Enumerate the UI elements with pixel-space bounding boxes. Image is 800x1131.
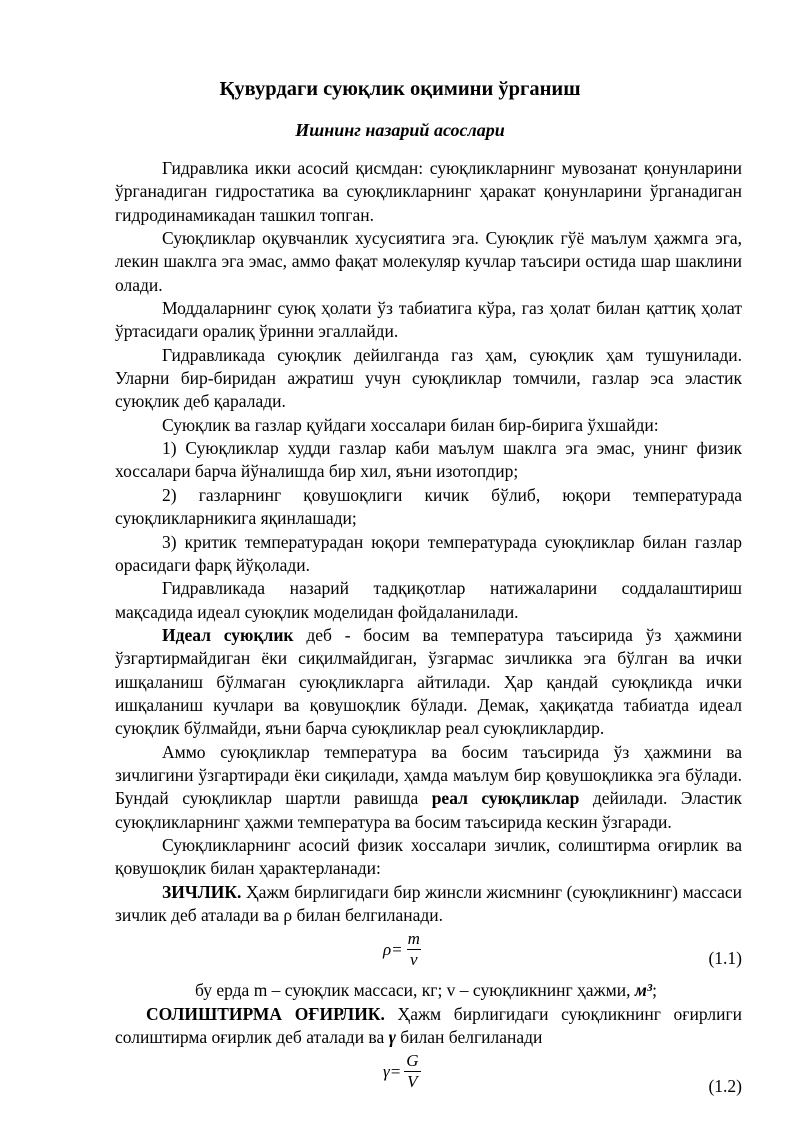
paragraph: Суюқликларнинг асосий физик хоссалари зичлик, солиштирма оғирлик ва қовушоқлик билан ҳарактерланади: [115, 834, 742, 879]
paragraph: Моддаларнинг суюқ ҳолати ўз табиатига кўра, газ ҳолат билан қаттиқ ҳолат ўртасидаги оралиқ ўринни эгаллайди. [115, 298, 742, 342]
list-item: 3) критик температурадан юқори температурада суюқликлар билан газлар орасидаги фарқ йўқолади. [115, 531, 742, 575]
formula-density [115, 927, 742, 979]
paragraph: Гидравлика икки асосий қисмдан: суюқликларнинг мувозанат қонунларини ўрганадиган гидростатика ва суюқликларнинг ҳаракат қонунларини ўрганадиган гидродинамикадан ташкил топган. [115, 158, 742, 225]
paragraph-text: деб - босим ва температура таъсирида ўз ҳажмини ўзгартирмайдиган ёки сиқилмайдиган, ўзгармас зичликка эга бўлган ва ички ишқаланиш бўлмаган суюқликларга айтилади. Ҳар қандай суюқликда ички ишқаланиш кучлари ва қовушоқлик бўлади. Демак, ҳақиқатда табиатда идеал суюқлик бўлмайди, яъни барча суюқликлар реал суюқликлардир. [115, 624, 742, 739]
list-item: 1) Суюқликлар худди газлар каби маълум шаклга эга эмас, унинг физик хоссалари барча йўналишда бир хил, яъни изотопдир; [115, 438, 742, 482]
equation-number: (1.2) [708, 1076, 742, 1097]
symbol-gamma: γ [388, 1027, 396, 1048]
term-density: ЗИЧЛИК. [162, 881, 242, 902]
term-specific-weight: СОЛИШТИРМА ОҒИРЛИК. [146, 1003, 385, 1024]
paragraph-text: билан белгиланади [395, 1027, 543, 1048]
paragraph-real-fluid [115, 741, 742, 834]
equation-number: (1.1) [708, 948, 742, 969]
fraction-denominator: V [404, 1071, 420, 1092]
fraction-numerator: m [407, 929, 420, 949]
paragraph-text: Аммо суюқликлар температура ва босим таъсирида ўз ҳажмини ва зичлигини ўзгартиради ёки сиқилади, ҳамда маълум бир қовушоқликка эга бўлади. Бундай суюқликлар шартли равишда [115, 741, 742, 809]
paragraph: Гидравликада назарий тадқиқотлар натижаларини соддалаштириш мақсадида идеал суюқлик моделидан фойдаланилади. [115, 578, 742, 622]
document-body [115, 157, 742, 1099]
formula-equals: = [389, 1062, 402, 1082]
paragraph-text: дейилади. Эластик суюқликларнинг ҳажми температура ва босим таъсирида кескин ўзгаради. [115, 788, 743, 832]
term-ideal-fluid: Идеал суюқлик [162, 624, 294, 645]
paragraph: Суюқликлар оқувчанлик хусусиятига эга. Суюқлик гўё маълум ҳажмга эга, лекин шаклга эга эмас, аммо фақат молекуляр кучлар таъсири остида шар шаклини олади. [115, 228, 742, 295]
paragraph-text: Ҳажм бирлигидаги бир жинсли жисмнинг (суюқликнинг) массаси зичлик деб аталади ва ρ билан белгиланади. [115, 881, 742, 925]
list-item: 2) газларнинг қовушоқлиги кичик бўлиб, юқори температурада суюқликларникига яқинлашади; [115, 484, 742, 529]
paragraph-specific-weight [115, 1003, 742, 1050]
formula-expression [383, 1051, 421, 1092]
formula-lhs: γ [383, 1062, 390, 1082]
paragraph: Суюқлик ва газлар қуйдаги хоссалари билан бир-бирига ўхшайди: [162, 414, 659, 435]
formula-explanation [115, 979, 742, 1002]
section-subtitle: Ишнинг назарий асослари [295, 120, 505, 140]
fraction [403, 1051, 421, 1092]
formula-specific-weight [115, 1049, 742, 1099]
paragraph: Гидравликада суюқлик дейилганда газ ҳам, суюқлик ҳам тушунилади. Уларни бир-биридан ажратиш учун суюқликлар томчили, газлар эса эластик суюқлик деб қаралади. [115, 344, 742, 412]
fraction-denominator: v [407, 949, 421, 970]
page-title: Қувурдаги суюқлик оқимини ўрганиш [219, 78, 581, 100]
paragraph-ideal-fluid [115, 624, 742, 741]
fraction-numerator: G [406, 1051, 419, 1071]
paragraph-text: Ҳажм бирлигидаги суюқликнинг оғирлиги солиштирма оғирлик деб аталади ва [115, 1003, 743, 1048]
term-real-fluid: реал суюқликлар [431, 788, 580, 809]
paragraph-text: бу ерда m – суюқлик массаси, кг; v – суюқликнинг ҳажми, [195, 980, 635, 1001]
fraction [405, 929, 423, 970]
formula-equals: = [391, 940, 403, 960]
formula-lhs: ρ [383, 940, 392, 960]
formula-expression [383, 929, 423, 970]
unit-m3: м³ [634, 980, 653, 1001]
paragraph-text: ; [652, 980, 657, 1001]
paragraph-density [115, 881, 742, 928]
